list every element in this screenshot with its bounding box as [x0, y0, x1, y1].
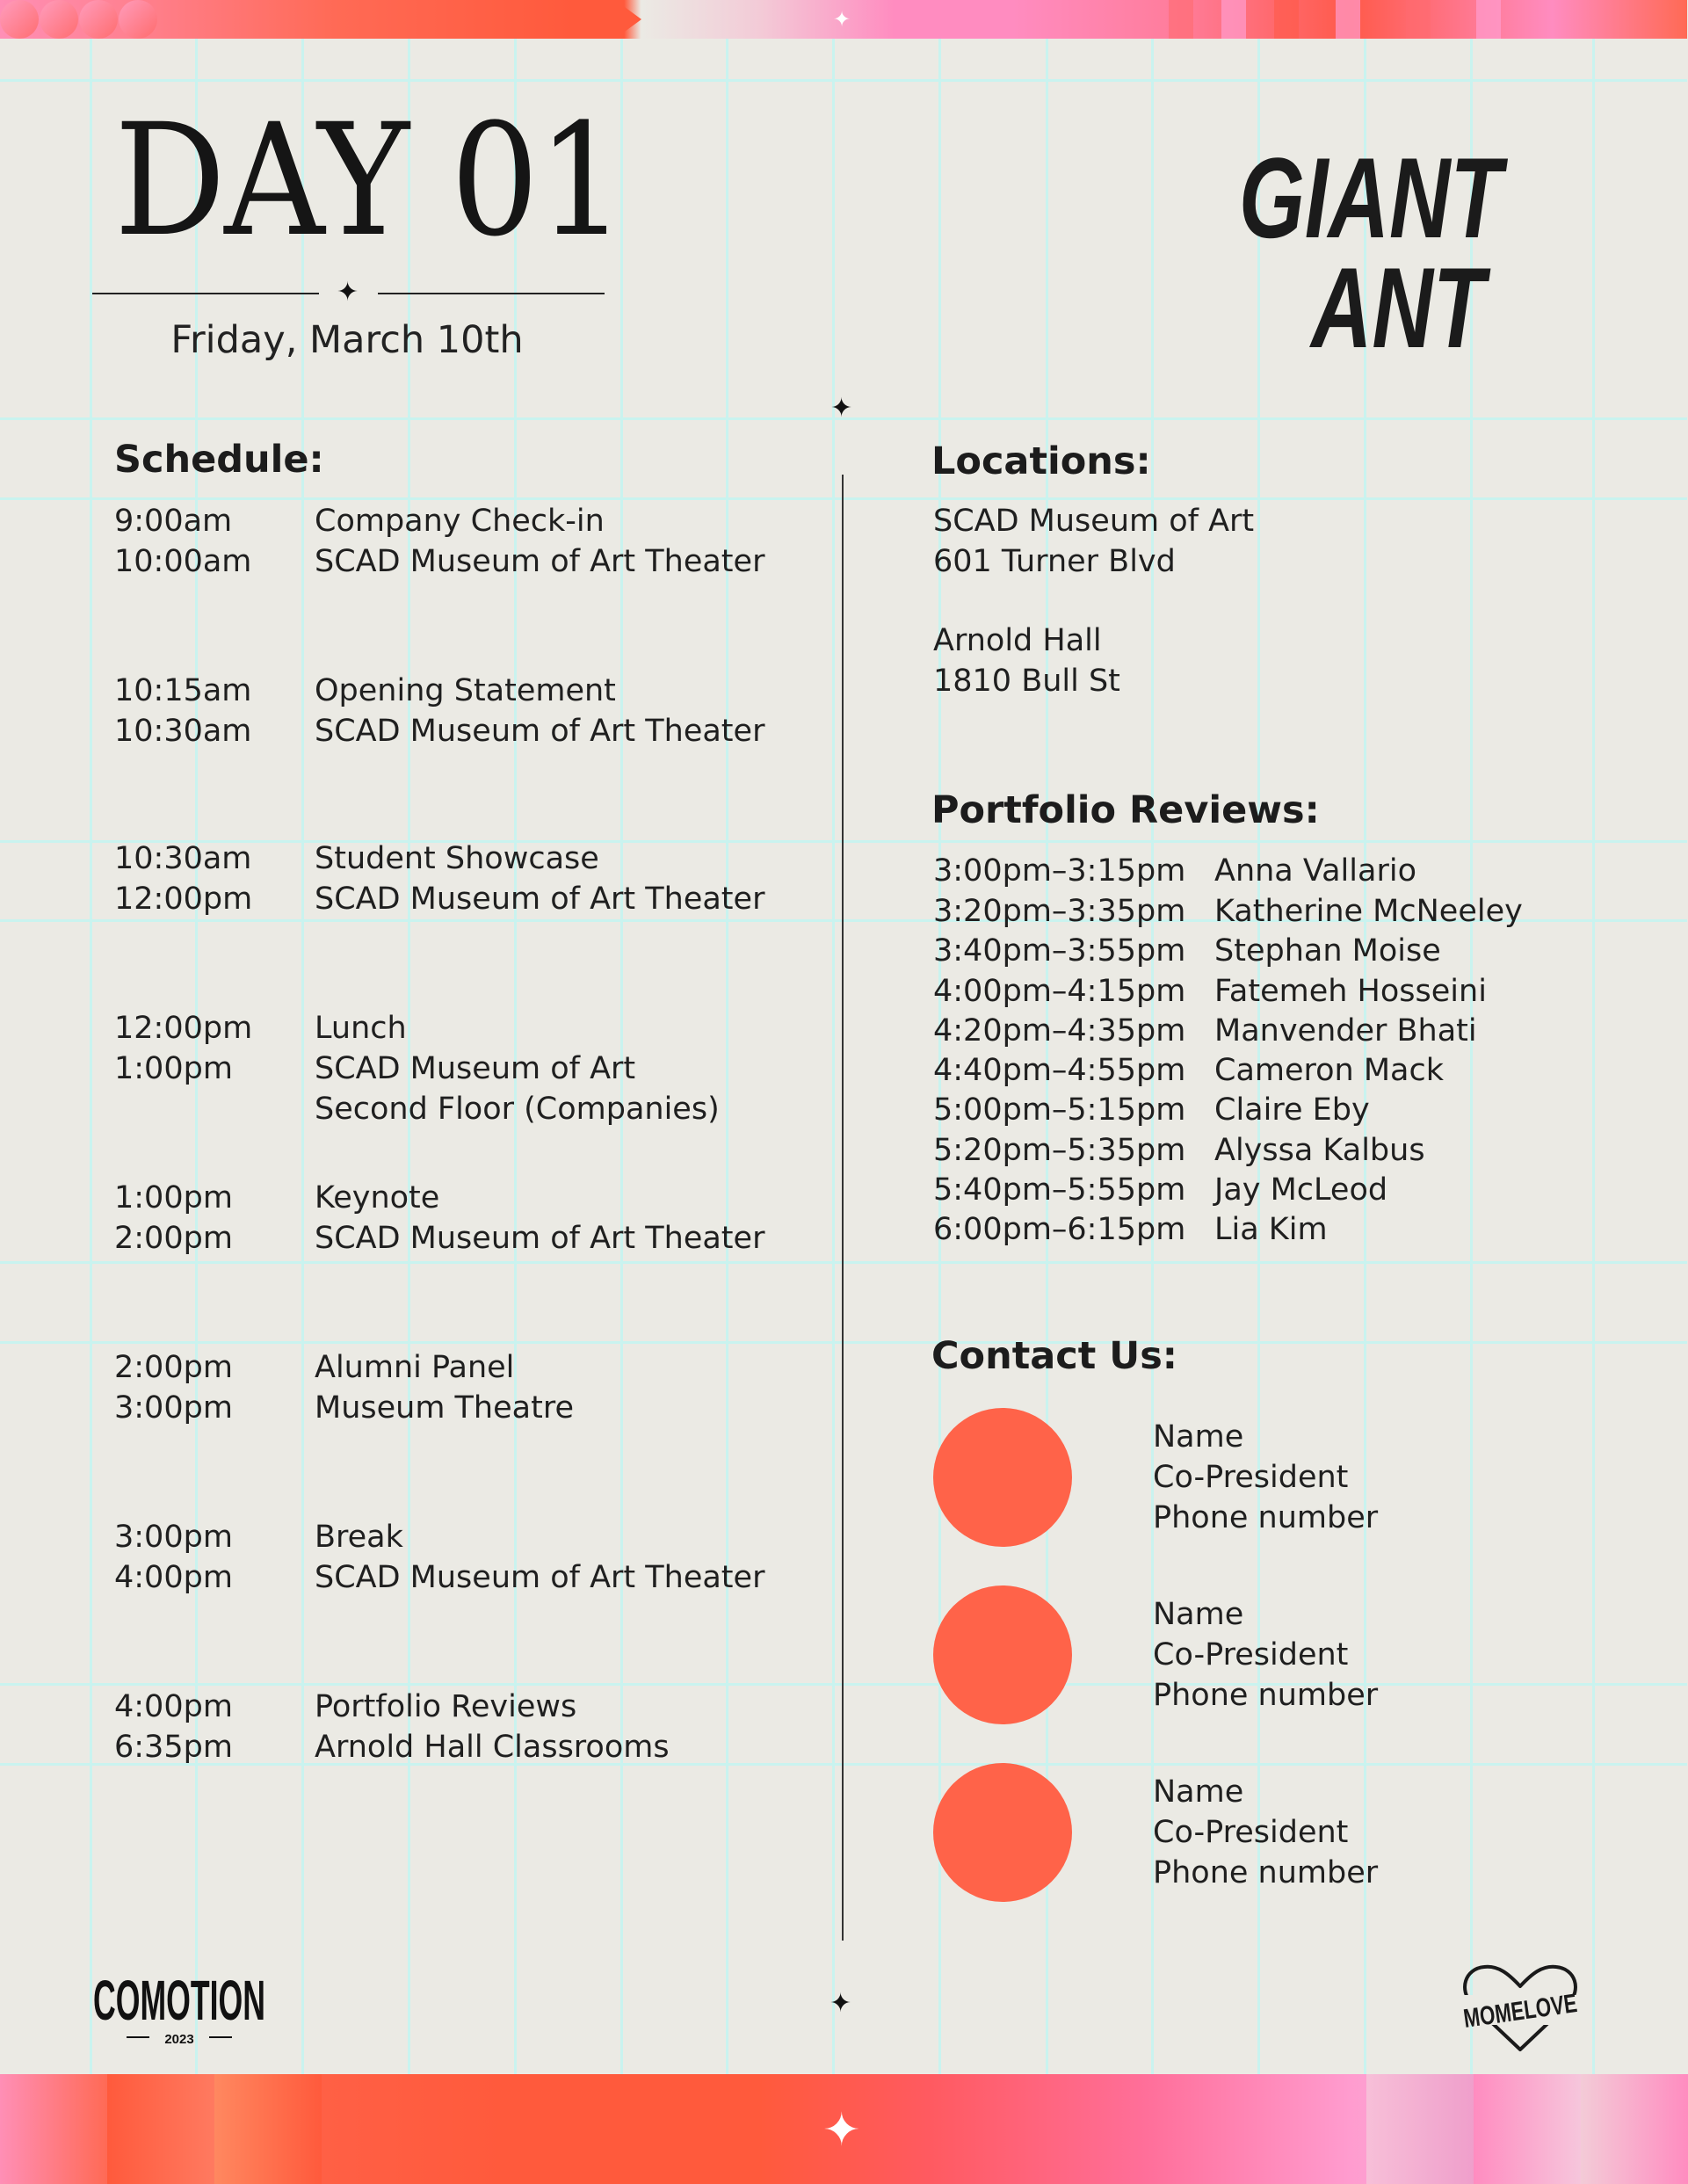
momelove-logo [1454, 1962, 1619, 2058]
schedule-event [114, 501, 861, 582]
event-location: SCAD Museum of Art Theater [315, 882, 765, 917]
location-item [933, 620, 1120, 701]
reviewer-name: Fatemeh Hosseini [1214, 974, 1487, 1009]
schedule-event [114, 838, 861, 919]
schedule-event [114, 1517, 861, 1598]
momelove-logo-text: MOMELOVE [1461, 1983, 1619, 2034]
reviewer-name: Jay McLeod [1214, 1172, 1388, 1208]
pixel-decoration [1221, 0, 1246, 39]
event-title: Break [315, 1520, 403, 1555]
pixel-decoration [1476, 0, 1501, 39]
contact-role: Co-President [1153, 1637, 1349, 1672]
event-location-detail: Second Floor (Companies) [315, 1092, 720, 1127]
gradient-block [1581, 2074, 1688, 2184]
contact-role: Co-President [1153, 1460, 1349, 1495]
star-icon: ✦ [830, 1988, 852, 2019]
schedule-heading: Schedule: [114, 438, 324, 482]
location-name: Arnold Hall [933, 623, 1102, 658]
contact-card [933, 1408, 1548, 1549]
star-icon: ✦ [822, 2104, 861, 2157]
review-slot [933, 1090, 1619, 1130]
contact-heading: Contact Us: [931, 1334, 1178, 1378]
schedule-event [114, 1178, 861, 1259]
review-slot [933, 971, 1619, 1012]
review-slot [933, 1130, 1619, 1171]
gradient-block [1474, 2074, 1581, 2184]
circle-decoration [40, 0, 78, 39]
event-title: Portfolio Reviews [315, 1689, 577, 1724]
avatar [933, 1585, 1072, 1724]
reviewer-name: Stephan Moise [1214, 933, 1441, 969]
review-time: 4:40pm–4:55pm [933, 1053, 1186, 1088]
event-title: Opening Statement [315, 673, 616, 708]
contact-phone: Phone number [1153, 1500, 1379, 1535]
star-icon: ✦ [830, 393, 853, 424]
event-title: Student Showcase [315, 841, 599, 876]
bottom-decorative-bar [0, 2074, 1687, 2184]
event-start-time: 2:00pm [114, 1350, 233, 1385]
event-end-time: 1:00pm [114, 1051, 233, 1086]
schedule-event [114, 1008, 861, 1129]
comotion-year: 2023 [164, 2032, 194, 2047]
circle-decoration [79, 0, 118, 39]
event-end-time: 12:00pm [114, 882, 253, 917]
portfolio-reviews-heading: Portfolio Reviews: [931, 788, 1320, 832]
star-icon: ✦ [337, 277, 359, 308]
event-location: SCAD Museum of Art Theater [315, 1560, 765, 1595]
review-time: 5:40pm–5:55pm [933, 1172, 1186, 1208]
contact-phone: Phone number [1153, 1855, 1379, 1890]
review-slot [933, 851, 1619, 891]
reviewer-name: Katherine McNeeley [1214, 894, 1523, 929]
page-title: DAY 01 [114, 91, 625, 271]
schedule-event [114, 1347, 861, 1428]
event-location: SCAD Museum of Art Theater [315, 1221, 765, 1256]
event-start-time: 1:00pm [114, 1180, 233, 1215]
pixel-decoration [1274, 0, 1299, 39]
event-location: SCAD Museum of Art Theater [315, 714, 765, 749]
contact-card [933, 1585, 1548, 1726]
review-slot [933, 1170, 1619, 1210]
contact-role: Co-President [1153, 1815, 1349, 1850]
event-title: Keynote [315, 1180, 440, 1215]
review-time: 4:00pm–4:15pm [933, 974, 1186, 1009]
event-start-time: 12:00pm [114, 1011, 253, 1046]
review-slot [933, 1011, 1619, 1051]
review-time: 6:00pm–6:15pm [933, 1212, 1186, 1247]
reviewer-name: Alyssa Kalbus [1214, 1133, 1425, 1168]
schedule-event [114, 1687, 861, 1767]
event-end-time: 2:00pm [114, 1221, 233, 1256]
comotion-logo-text: COMOTION [93, 1969, 265, 2032]
event-location: Arnold Hall Classrooms [315, 1730, 670, 1765]
pixel-decoration [1406, 0, 1431, 39]
reviewer-name: Manvender Bhati [1214, 1013, 1477, 1048]
giant-ant-logo: ANT [1311, 243, 1485, 372]
pixel-decoration [1169, 0, 1193, 39]
location-name: SCAD Museum of Art [933, 504, 1255, 539]
pixel-decoration [1336, 0, 1360, 39]
event-end-time: 3:00pm [114, 1390, 233, 1426]
contact-phone: Phone number [1153, 1678, 1379, 1713]
review-slot [933, 891, 1619, 932]
event-end-time: 6:35pm [114, 1730, 233, 1765]
event-location: SCAD Museum of Art [315, 1051, 636, 1086]
review-time: 3:40pm–3:55pm [933, 933, 1186, 969]
event-date: Friday, March 10th [170, 318, 524, 362]
location-address: 1810 Bull St [933, 664, 1120, 699]
event-location: SCAD Museum of Art Theater [315, 544, 765, 579]
location-address: 601 Turner Blvd [933, 544, 1176, 579]
review-slot [933, 1209, 1619, 1250]
event-location: Museum Theatre [315, 1390, 574, 1426]
contact-name: Name [1153, 1419, 1244, 1455]
review-time: 3:20pm–3:35pm [933, 894, 1186, 929]
schedule-event [114, 671, 861, 751]
review-slot [933, 1050, 1619, 1091]
contact-name: Name [1153, 1774, 1244, 1810]
event-start-time: 10:30am [114, 841, 252, 876]
star-icon: ✦ [833, 7, 851, 32]
event-start-time: 3:00pm [114, 1520, 233, 1555]
event-start-time: 9:00am [114, 504, 233, 539]
contact-name: Name [1153, 1597, 1244, 1632]
circle-decoration [0, 0, 39, 39]
reviewer-name: Anna Vallario [1214, 853, 1416, 889]
gradient-block [0, 2074, 107, 2184]
divider-rule [92, 293, 319, 294]
avatar [933, 1763, 1072, 1902]
event-title: Alumni Panel [315, 1350, 515, 1385]
event-title: Company Check-in [315, 504, 605, 539]
giant-ant-logo: GIANT [1239, 134, 1503, 262]
event-title: Lunch [315, 1011, 407, 1046]
review-time: 4:20pm–4:35pm [933, 1013, 1186, 1048]
event-start-time: 4:00pm [114, 1689, 233, 1724]
review-slot [933, 931, 1619, 971]
location-item [933, 501, 1254, 582]
gradient-block [1366, 2074, 1474, 2184]
circle-decoration [119, 0, 157, 39]
avatar [933, 1408, 1072, 1547]
event-end-time: 10:00am [114, 544, 252, 579]
gradient-block [107, 2074, 214, 2184]
divider-rule [378, 293, 605, 294]
reviewer-name: Cameron Mack [1214, 1053, 1445, 1088]
column-divider [842, 475, 844, 1941]
review-time: 3:00pm–3:15pm [933, 853, 1186, 889]
review-time: 5:20pm–5:35pm [933, 1133, 1186, 1168]
top-decorative-bar [0, 0, 1687, 39]
event-start-time: 10:15am [114, 673, 252, 708]
comotion-logo [91, 1963, 267, 2051]
gradient-block [214, 2074, 322, 2184]
event-end-time: 4:00pm [114, 1560, 233, 1595]
reviewer-name: Lia Kim [1214, 1212, 1328, 1247]
reviewer-name: Claire Eby [1214, 1092, 1370, 1128]
arrow-decoration [615, 0, 641, 39]
event-end-time: 10:30am [114, 714, 252, 749]
contact-card [933, 1763, 1548, 1904]
locations-heading: Locations: [931, 439, 1151, 483]
review-time: 5:00pm–5:15pm [933, 1092, 1186, 1128]
